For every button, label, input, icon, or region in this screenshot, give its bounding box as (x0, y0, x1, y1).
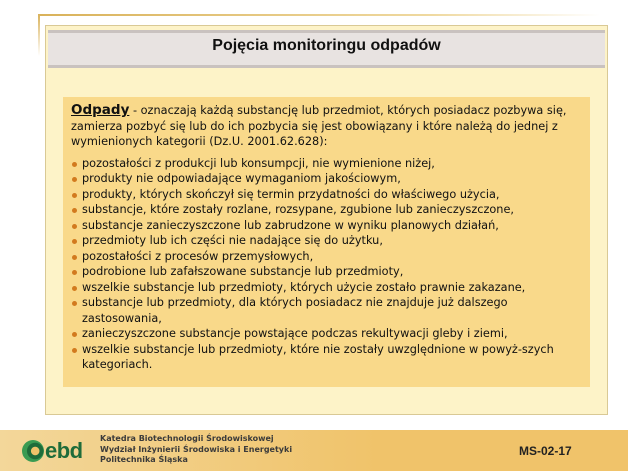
bullet-icon (72, 348, 77, 353)
list-item: substancje lub przedmioty, dla których posiadacz nie znajduje już dalszego zastosowania, (71, 295, 582, 326)
ebd-logo (22, 438, 83, 464)
list-item: wszelkie substancje lub przedmioty, których użycie zostało prawnie zakazane, (71, 280, 582, 296)
bullet-icon (72, 239, 77, 244)
definition-text: - oznaczają każdą substancję lub przedmiot, których posiadacz pozbywa się, zamierza pozbyć się lub do ich pozbycia się jest obowiązany i które należą do jednej z wymienionych kategorii (Dz.U. 2001.62.628): (71, 104, 567, 148)
bullet-icon (72, 286, 77, 291)
definition-term: Odpady (71, 102, 130, 118)
bullet-icon (72, 270, 77, 275)
list-item: podrobione lub zafałszowane substancje lub przedmioty, (71, 264, 582, 280)
bullet-icon (72, 224, 77, 229)
list-item: zanieczyszczone substancje powstające podczas rekultywacji gleby i ziemi, (71, 326, 582, 342)
slide-title: Pojęcia monitoringu odpadów (212, 37, 441, 54)
list-item: substancje, które zostały rozlane, rozsypane, zgubione lub zanieczyszczone, (71, 202, 582, 218)
bullet-icon (72, 301, 77, 306)
bullet-icon (72, 208, 77, 213)
content-box (63, 97, 590, 387)
department-line: Katedra Biotechnologii Środowiskowej (100, 434, 274, 443)
slide-code: MS-02-17 (519, 444, 572, 458)
list-item: substancje zanieczyszczone lub zabrudzone w wyniku planowych działań, (71, 218, 582, 234)
list-item: produkty nie odpowiadające wymaganiom jakościowym, (71, 171, 582, 187)
top-decorative-rule (38, 14, 600, 16)
category-list (71, 156, 582, 373)
faculty-line: Wydział Inżynierii Środowiska i Energetyki (100, 444, 293, 454)
department-info (100, 434, 292, 466)
logo-text: ebd (45, 438, 83, 463)
left-decorative-rule (38, 14, 40, 56)
list-item: wszelkie substancje lub przedmioty, które nie zostały uwzględnione w powyż-szych kategoriach. (71, 342, 582, 373)
bullet-icon (72, 255, 77, 260)
logo-swirl-icon (22, 440, 44, 462)
definition-paragraph (71, 103, 582, 150)
list-item: pozostałości z procesów przemysłowych, (71, 249, 582, 265)
list-item: produkty, których skończył się termin przydatności do właściwego użycia, (71, 187, 582, 203)
bullet-icon (72, 332, 77, 337)
university-line: Politechnika Śląska (100, 455, 188, 464)
list-item: przedmioty lub ich części nie nadające się do użytku, (71, 233, 582, 249)
list-item: pozostałości z produkcji lub konsumpcji, nie wymienione niżej, (71, 156, 582, 172)
bullet-icon (72, 162, 77, 167)
bullet-icon (72, 177, 77, 182)
bullet-icon (72, 193, 77, 198)
